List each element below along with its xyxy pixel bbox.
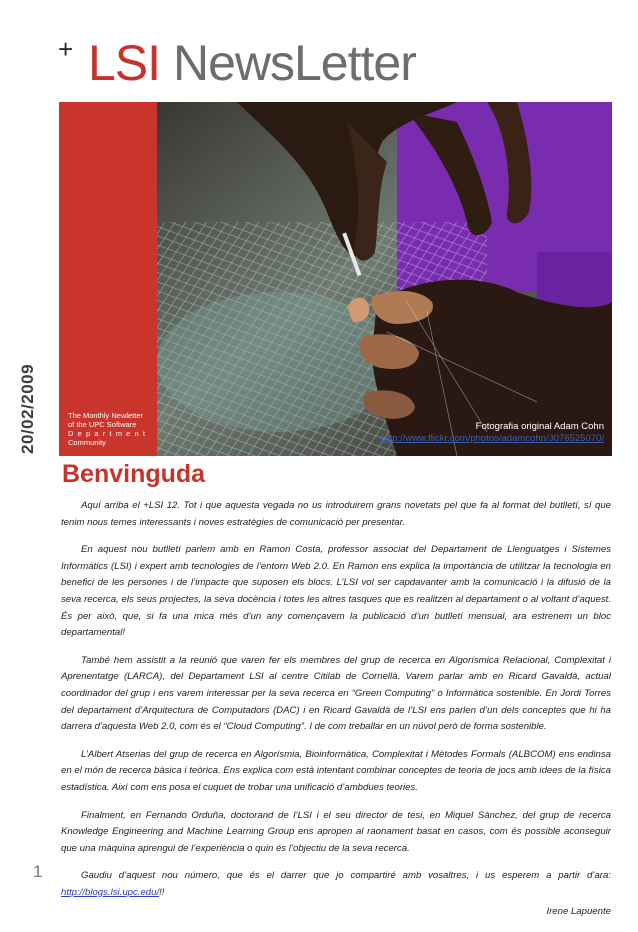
farewell-end: !! <box>159 886 165 898</box>
blog-link[interactable]: http://blogs.lsi.upc.edu/ <box>61 886 160 898</box>
article-title: Benvinguda <box>62 460 206 488</box>
brand-newsletter: NewsLetter <box>172 35 416 91</box>
tagline-line4: Community <box>68 438 106 447</box>
newsletter-tagline <box>68 411 150 447</box>
paragraph-larca: També hem assistit a la reunió que varen fer els membres del grup de recerca en Algorísmica Relacional, Complexitat i Aprenentatge (LARCA), del Departament LSI al centre Citilab de Cornellà. Varem parlar amb en Ricard Gavaldà, actual coordinador del grup i ens varem interessar per la seva recerca en “Green Computing” o Informàtica sostenible. En Jordi Torres del departament d’Arquitectura de Computadors (DAC) i en Ricard Gavaldà de l’LSI ens parlen d’un dels conceptes que hi ha darrera d’aquesta Web 2.0, com és el “Cloud Computing”. I de com treballar en un núvol però de forma sostenible. <box>61 654 611 733</box>
photo-credit-link[interactable]: http://www.flickr.com/photos/adamcohn/3076525070/ <box>381 433 604 444</box>
cover-photo <box>157 102 612 456</box>
paragraph-albcom: L’Albert Atserias del grup de recerca en Algorísmia, Bioinformàtica, Complexitat i Mètodes Formals (ALBCOM) ens endinsa en el món de recerca bàsica i teòrica. Ens explica com està intentant combinar conceptes de teoria de jocs amb idees de la física estadística. Així com ens posa el cuquet de trobar una unificació d’ambdues teories. <box>61 748 611 793</box>
article-body <box>61 498 611 932</box>
tagline-line2: of the UPC Software <box>68 420 137 429</box>
paragraph-kemlg: Finalment, en Fernando Orduña, doctorand de l’LSI i el seu director de tesi, en Miquel Sànchez, del grup de recerca Knowledge Engineering and Machine Learning Group ens apropen al raonament basat en casos, com és possible aconseguir que una màquina aprengui de l’experiència o quin és l’objectiu de la seva recerca. <box>61 809 611 854</box>
issue-date: 20/02/2009 <box>18 363 37 454</box>
photo-credit: Fotografia original Adam Cohn <box>475 421 604 432</box>
paragraph-intro: Aquí arriba el +LSI 12. Tot i que aquesta vegada no us introduirem grans novetats pel que fa al format del butlletí, sí que tenim nous temes interessants i noves estratègies de comunicació per presentar. <box>61 500 611 528</box>
fishing-net-hands-image <box>157 102 612 456</box>
tagline-line1: The Monthly Newletter <box>68 411 144 420</box>
brand-lsi: LSI <box>88 35 161 91</box>
red-band <box>59 102 157 456</box>
paragraph-ramon-costa: En aquest nou butlletí parlem amb en Ramon Costa, professor associat del Departament de Llenguatges i Sistemes Informàtics (LSI) i expert amb tecnologies de l’entorn Web 2.0. En Ramon ens explica la importància de utilitzar la tecnologia en benefici de les persones i de l’impacte que suposen els blocs. L’LSI vol ser capdavanter amb la comunicació i la difusió de la seva recerca, els seus projectes, la seva docència i totes les altres tasques que es realitzen al departament o al voltant d’aquest. És per això, que, si fa una mica més d’un any començavem la publicació d’un butlletí mensual, ara estrenem un bloc departamental! <box>61 544 611 639</box>
signature: Irene Lapuente <box>546 906 611 918</box>
newsletter-title <box>88 35 416 91</box>
farewell-text: Gaudiu d’aquest nou número, que és el darrer que jo compartiré amb vosaltres, i us esperem a partir d’ara: <box>81 870 611 882</box>
paragraph-farewell <box>61 868 611 901</box>
page-number: 1 <box>33 862 43 881</box>
tagline-line3: Department <box>68 429 150 438</box>
plus-mark: + <box>58 34 74 64</box>
